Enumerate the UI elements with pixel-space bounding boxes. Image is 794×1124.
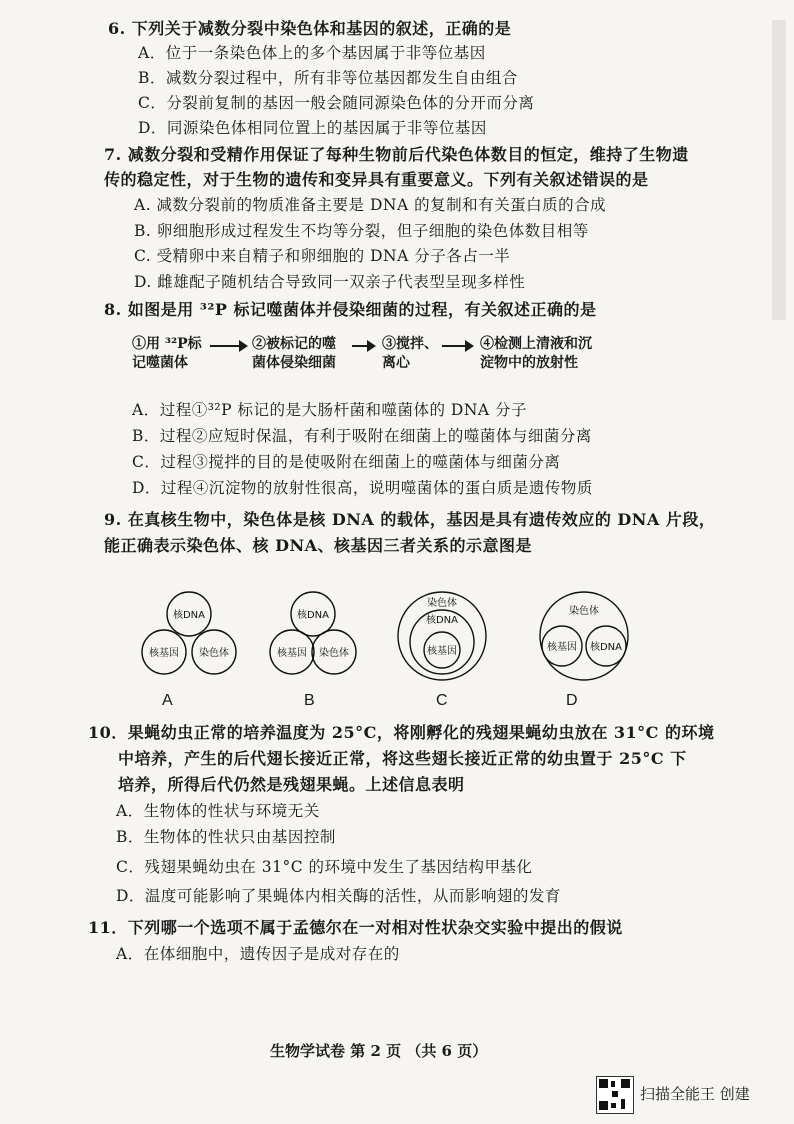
venn-a-left-label: 核基因 [149, 648, 179, 659]
q6-stem: 6. 下列关于减数分裂中染色体和基因的叙述，正确的是 [108, 19, 512, 38]
q11-option-a: A．在体细胞中，遗传因子是成对存在的 [116, 945, 400, 963]
venn-b-letter: B [304, 692, 315, 709]
venn-c-outer-label: 染色体 [427, 598, 457, 609]
q9-stem-line2: 能正确表示染色体、核 DNA、核基因三者关系的示意图是 [104, 536, 532, 555]
scanner-watermark: 扫描全能王 创建 [640, 1085, 750, 1103]
flow-arrow-3 [442, 345, 472, 347]
venn-diagram-c [392, 590, 502, 680]
venn-diagram-b [258, 590, 368, 680]
q9-stem-line1: 9. 在真核生物中，染色体是核 DNA 的载体，基因是具有遗传效应的 DNA 片段， [104, 510, 716, 529]
q6-option-d: D．同源染色体相同位置上的基因属于非等位基因 [138, 119, 487, 137]
flow-arrow-2 [352, 345, 374, 347]
q6-option-b: B．减数分裂过程中，所有非等位基因都发生自由组合 [138, 69, 518, 87]
q8-option-b: B．过程②应短时保温，有利于吸附在细菌上的噬菌体与细菌分离 [132, 427, 592, 445]
q8-option-c: C．过程③搅拌的目的是使吸附在细菌上的噬菌体与细菌分离 [132, 453, 561, 471]
q6-option-c: C．分裂前复制的基因一般会随同源染色体的分开而分离 [138, 94, 535, 112]
flow-step-3-line2: 离心 [382, 355, 410, 371]
q8-stem: 8. 如图是用 ³²P 标记噬菌体并侵染细菌的过程，有关叙述正确的是 [104, 300, 597, 319]
flow-step-1-line1: ①用 ³²P标 [132, 336, 202, 352]
venn-b-right-label: 染色体 [319, 648, 349, 659]
q7-option-c: C. 受精卵中来自精子和卵细胞的 DNA 分子各占一半 [134, 247, 511, 265]
qr-code-icon [596, 1076, 634, 1114]
venn-c-middle-label: 核DNA [425, 615, 459, 626]
venn-c-inner-label: 核基因 [427, 646, 457, 657]
venn-d-right-label: 核DNA [589, 642, 623, 653]
flow-step-4-line2: 淀物中的放射性 [480, 355, 578, 371]
q10-stem-line1: 10．果蝇幼虫正常的培养温度为 25°C，将刚孵化的残翅果蝇幼虫放在 31°C 的环境 [88, 723, 715, 742]
flow-step-3 [382, 335, 438, 373]
q8-option-d: D．过程④沉淀物的放射性很高，说明噬菌体的蛋白质是遗传物质 [132, 479, 593, 497]
q7-option-d: D. 雌雄配子随机结合导致同一双亲子代表型呈现多样性 [134, 273, 526, 291]
flow-step-3-line1: ③搅拌、 [382, 336, 438, 352]
scan-margin-artifact [772, 20, 786, 320]
page-footer: 生物学试卷 第 2 页 （共 6 页） [270, 1042, 488, 1060]
q10-stem-line3: 培养，所得后代仍然是残翅果蝇。上述信息表明 [118, 775, 465, 794]
q10-option-b: B．生物体的性状只由基因控制 [116, 828, 336, 846]
q10-stem-line2: 中培养，产生的后代翅长接近正常，将这些翅长接近正常的幼虫置于 25°C 下 [118, 749, 687, 768]
venn-b-left-label: 核基因 [277, 648, 307, 659]
q7-stem-line1: 7. 减数分裂和受精作用保证了每种生物前后代染色体数目的恒定，维持了生物遗 [104, 145, 689, 164]
venn-d-left-label: 核基因 [547, 642, 577, 653]
q11-stem: 11．下列哪一个选项不属于孟德尔在一对相对性状杂交实验中提出的假说 [88, 918, 623, 937]
q10-option-c: C．残翅果蝇幼虫在 31°C 的环境中发生了基因结构甲基化 [116, 858, 533, 876]
flow-step-4-line1: ④检测上清液和沉 [480, 336, 592, 352]
q7-option-a: A. 减数分裂前的物质准备主要是 DNA 的复制和有关蛋白质的合成 [134, 196, 607, 214]
flow-arrow-1 [210, 345, 246, 347]
flow-step-4 [480, 335, 592, 373]
phage-flow-diagram [132, 335, 612, 377]
flow-step-1-line2: 记噬菌体 [132, 355, 188, 371]
flow-step-2-line2: 菌体侵染细菌 [252, 355, 336, 371]
venn-d-letter: D [566, 692, 578, 709]
venn-diagram-d [530, 590, 640, 680]
venn-d-outer-label: 染色体 [569, 606, 599, 617]
q8-option-a: A．过程①³²P 标记的是大肠杆菌和噬菌体的 DNA 分子 [132, 401, 528, 419]
venn-diagram-a [134, 590, 244, 680]
q6-option-a: A．位于一条染色体上的多个基因属于非等位基因 [138, 44, 486, 62]
venn-a-top-label: 核DNA [172, 610, 206, 621]
q7-stem-line2: 传的稳定性，对于生物的遗传和变异具有重要意义。下列有关叙述错误的是 [104, 170, 649, 189]
flow-step-2 [252, 335, 336, 373]
flow-step-2-line1: ②被标记的噬 [252, 336, 336, 352]
q10-option-a: A．生物体的性状与环境无关 [116, 802, 320, 820]
q7-option-b: B. 卵细胞形成过程发生不均等分裂，但子细胞的染色体数目相等 [134, 222, 589, 240]
venn-c-letter: C [436, 692, 448, 709]
q10-option-d: D．温度可能影响了果蝇体内相关酶的活性，从而影响翅的发育 [116, 887, 561, 905]
venn-a-right-label: 染色体 [199, 648, 229, 659]
venn-a-letter: A [162, 692, 173, 709]
flow-step-1 [132, 335, 202, 373]
venn-b-top-label: 核DNA [296, 610, 330, 621]
